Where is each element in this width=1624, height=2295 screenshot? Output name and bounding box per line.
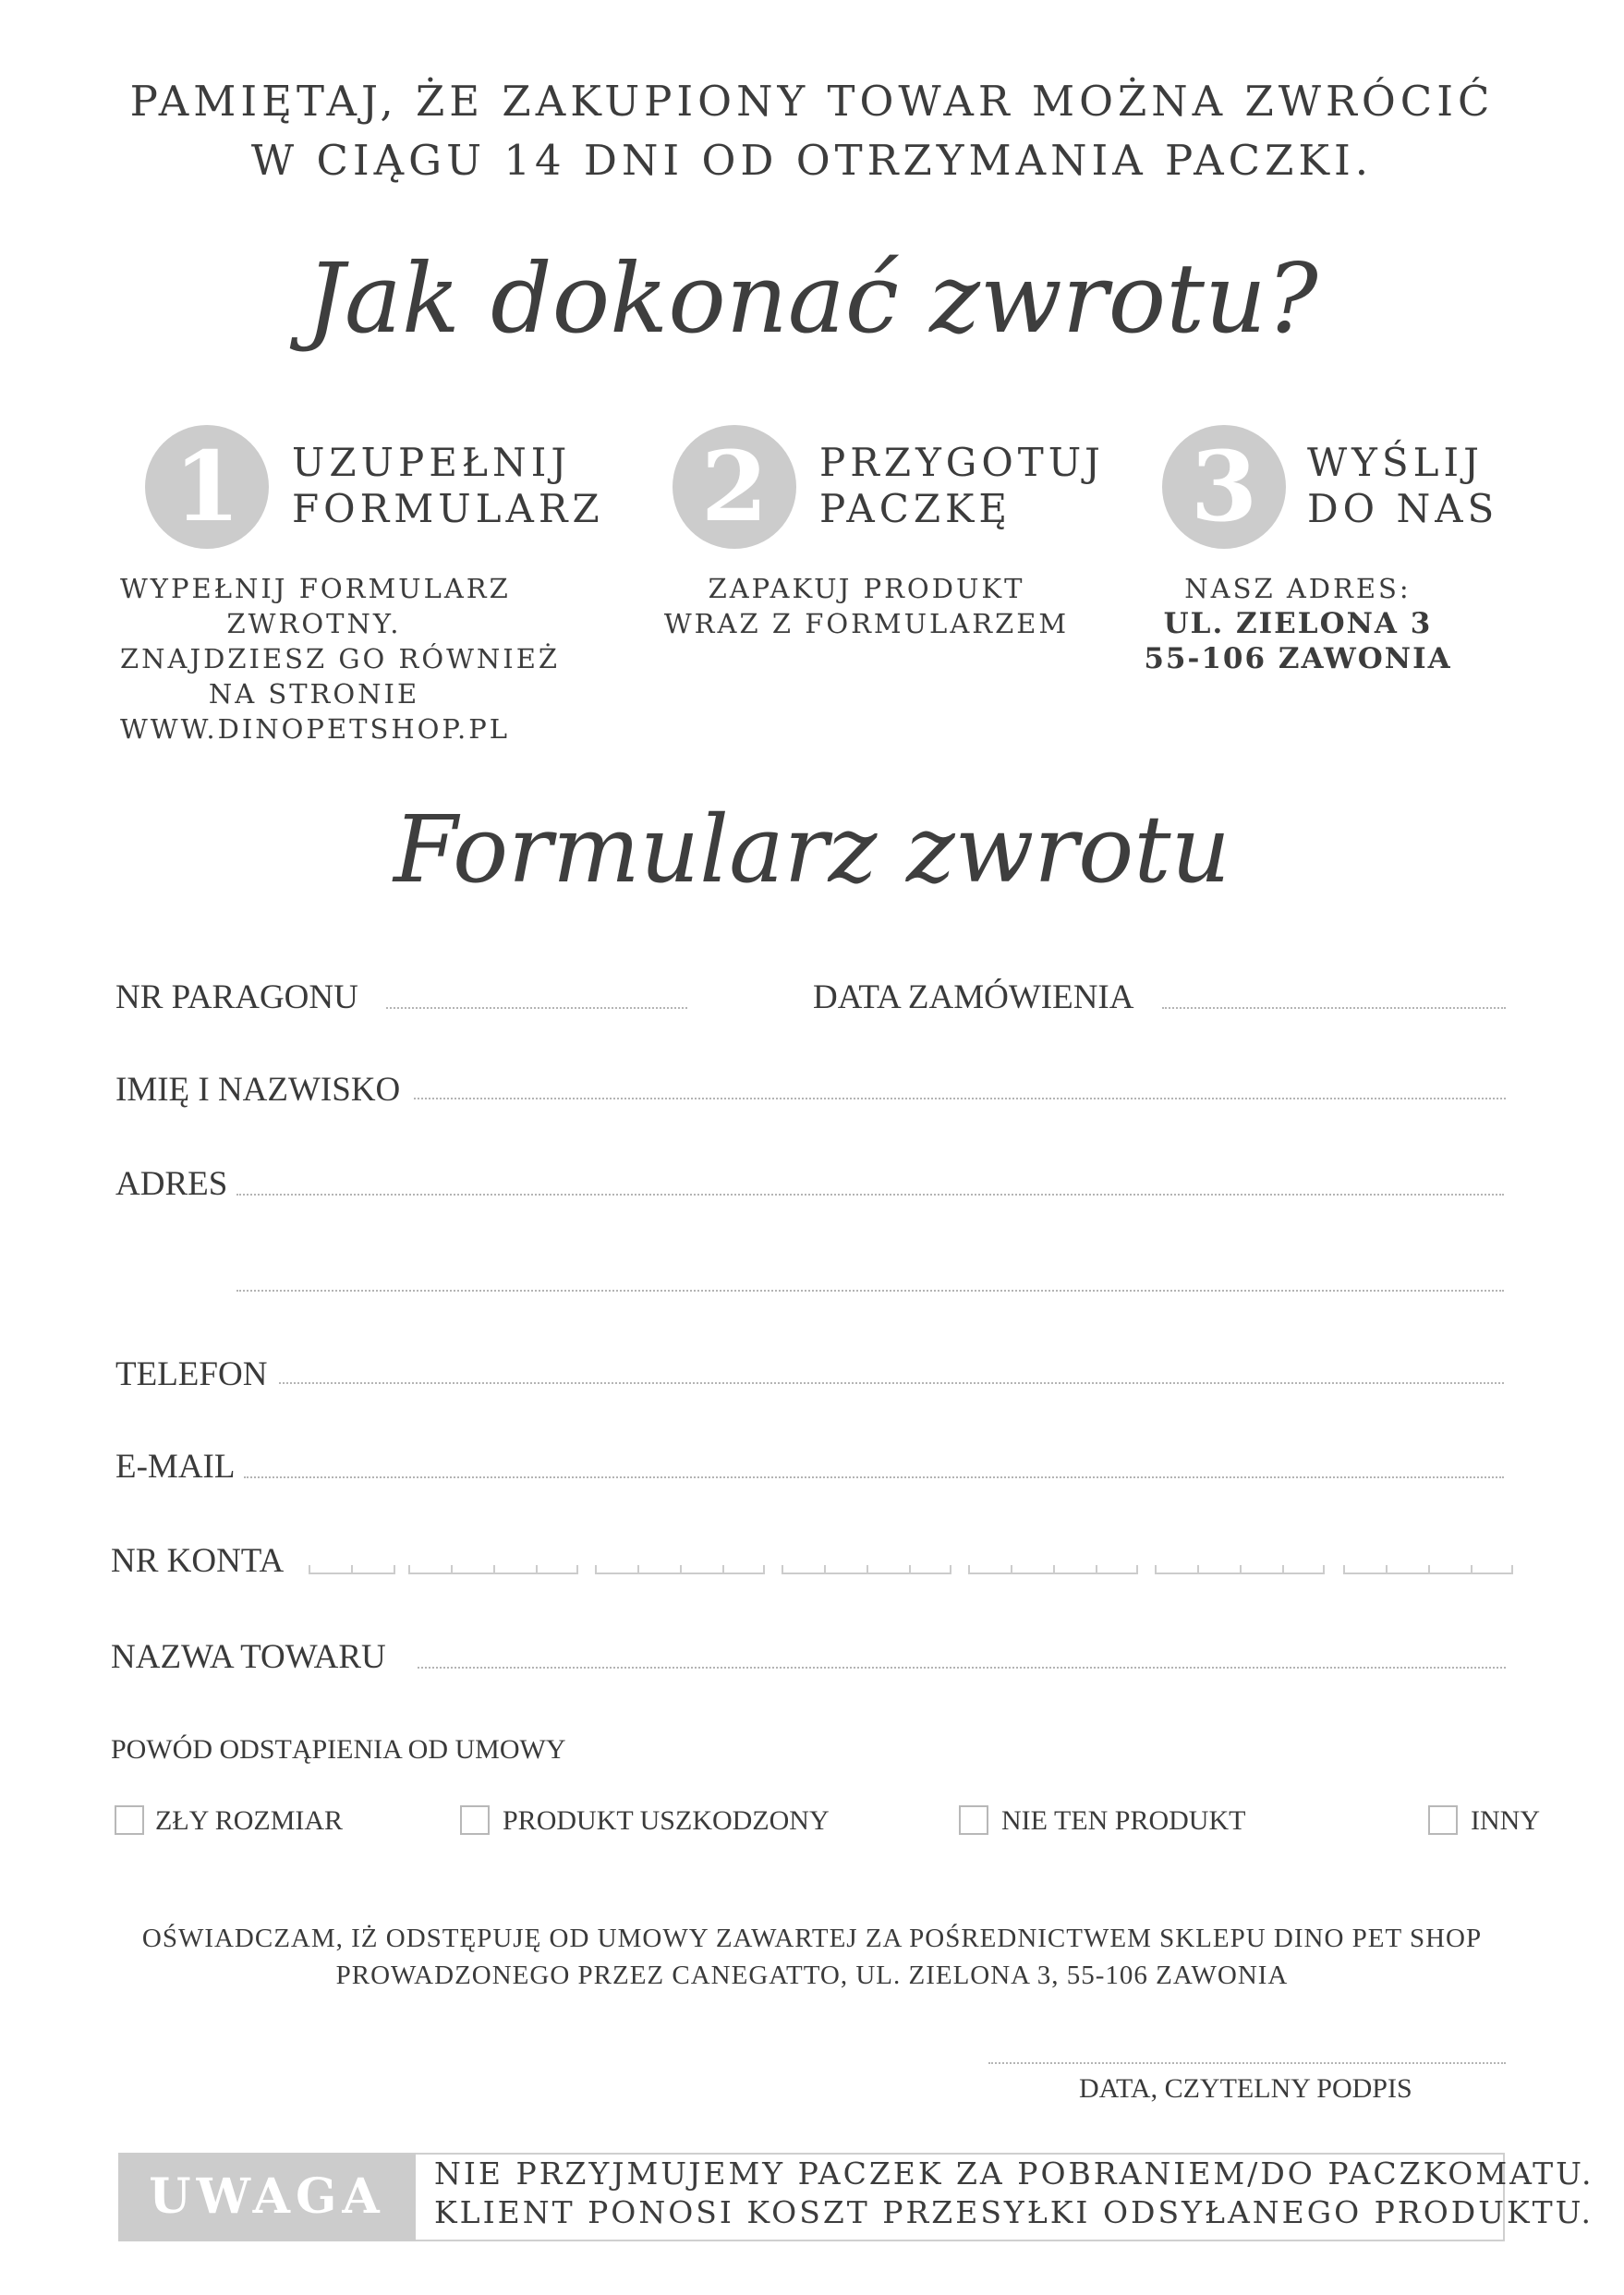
step-1-desc-line: ZNAJDZIESZ GO RÓWNIEŻ: [120, 643, 561, 674]
step-3-title-line-2: DO NAS: [1307, 486, 1499, 531]
account-number-label: NR KONTA: [111, 1542, 285, 1580]
email-field[interactable]: [244, 1476, 1504, 1478]
reason-wrong-product-checkbox[interactable]: [959, 1805, 988, 1835]
reason-wrong-size-checkbox[interactable]: [115, 1805, 144, 1835]
step-1-description: [120, 571, 561, 747]
step-2-desc-line: WRAZ Z FORMULARZEM: [663, 608, 1070, 639]
product-name-field[interactable]: [418, 1667, 1506, 1669]
shop-address-street: UL. ZIELONA 3: [1163, 607, 1433, 640]
shop-address-city: 55-106 ZAWONIA: [1144, 642, 1452, 675]
notice-line-1: NIE PRZYJMUJEMY PACZEK ZA POBRANIEM/DO PACZKOMATU.: [434, 2155, 1594, 2192]
declaration-line-2: PROWADZONEGO PRZEZ CANEGATTO, UL. ZIELONA 3, 55-106 ZAWONIA: [335, 1961, 1289, 1990]
step-2-title-line-2: PACZKĘ: [819, 486, 1012, 531]
reason-damaged-label: PRODUKT USZKODZONY: [503, 1805, 830, 1836]
step-2-title-line-1: PRZYGOTUJ: [819, 440, 1105, 485]
step-3-desc-line: NASZ ADRES:: [1184, 573, 1412, 604]
step-3-number: 3: [1162, 425, 1286, 549]
notice-label: UWAGA: [118, 2153, 416, 2241]
declaration-text: [0, 1920, 1624, 1994]
heading-return-form: Formularz zwrotu: [394, 795, 1230, 904]
notice-line-2: KLIENT PONOSI KOSZT PRZESYŁKI ODSYŁANEGO PRODUKTU.: [434, 2194, 1594, 2230]
phone-label: TELEFON: [115, 1355, 268, 1393]
account-number-segment[interactable]: [309, 1565, 395, 1574]
full-name-field[interactable]: [414, 1098, 1506, 1099]
order-date-field[interactable]: [1162, 1007, 1506, 1009]
intro-text: [0, 72, 1624, 190]
step-3-description: [1136, 571, 1460, 676]
step-1-desc-line: WWW.DINOPETSHOP.PL: [120, 713, 511, 745]
intro-line-1: PAMIĘTAJ, ŻE ZAKUPIONY TOWAR MOŻNA ZWRÓCIĆ: [129, 77, 1495, 126]
step-2-description: [663, 571, 1070, 641]
step-3-title: [1307, 440, 1498, 532]
account-number-segment[interactable]: [408, 1565, 578, 1574]
email-label: E-MAIL: [115, 1448, 236, 1486]
heading-how-to-return: Jak dokonać zwrotu?: [306, 242, 1318, 355]
account-number-segment[interactable]: [1343, 1565, 1513, 1574]
withdrawal-reason-label: POWÓD ODSTĄPIENIA OD UMOWY: [111, 1734, 566, 1765]
phone-field[interactable]: [279, 1382, 1504, 1384]
reason-other-label: INNY: [1471, 1805, 1540, 1836]
step-1-desc-line: WYPEŁNIJ FORMULARZ: [120, 573, 511, 604]
step-2-desc-line: ZAPAKUJ PRODUKT: [708, 573, 1025, 604]
receipt-number-field[interactable]: [386, 1007, 687, 1009]
step-1-desc-line: ZWROTNY.: [226, 608, 402, 639]
account-number-segment[interactable]: [968, 1565, 1138, 1574]
step-1-number: 1: [145, 425, 269, 549]
product-name-label: NAZWA TOWARU: [111, 1638, 386, 1676]
step-1-desc-line: NA STRONIE: [208, 678, 420, 710]
step-2-title: [819, 440, 1105, 532]
step-1-title-line-1: UZUPEŁNIJ: [292, 440, 572, 485]
notice-text: [434, 2155, 1594, 2232]
reason-damaged-checkbox[interactable]: [460, 1805, 490, 1835]
account-number-segment[interactable]: [782, 1565, 951, 1574]
address-label: ADRES: [115, 1165, 228, 1203]
address-field-line-1[interactable]: [236, 1194, 1504, 1196]
reason-wrong-product-label: NIE TEN PRODUKT: [1001, 1805, 1246, 1836]
step-2-number: 2: [673, 425, 796, 549]
signature-label: DATA, CZYTELNY PODPIS: [1079, 2073, 1412, 2104]
account-number-segment[interactable]: [595, 1565, 765, 1574]
receipt-number-label: NR PARAGONU: [115, 978, 358, 1016]
address-field-line-2[interactable]: [236, 1290, 1504, 1292]
order-date-label: DATA ZAMÓWIENIA: [813, 978, 1134, 1016]
intro-line-2: W CIĄGU 14 DNI OD OTRZYMANIA PACZKI.: [250, 136, 1374, 185]
full-name-label: IMIĘ I NAZWISKO: [115, 1071, 401, 1109]
signature-field[interactable]: [988, 2062, 1506, 2064]
step-1-title: [292, 440, 604, 532]
step-3-title-line-1: WYŚLIJ: [1307, 440, 1484, 485]
declaration-line-1: OŚWIADCZAM, IŻ ODSTĘPUJĘ OD UMOWY ZAWARTEJ ZA POŚREDNICTWEM SKLEPU DINO PET SHOP: [141, 1924, 1483, 1953]
reason-other-checkbox[interactable]: [1428, 1805, 1458, 1835]
step-1-title-line-2: FORMULARZ: [292, 486, 604, 531]
account-number-segment[interactable]: [1155, 1565, 1325, 1574]
reason-wrong-size-label: ZŁY ROZMIAR: [155, 1805, 344, 1836]
